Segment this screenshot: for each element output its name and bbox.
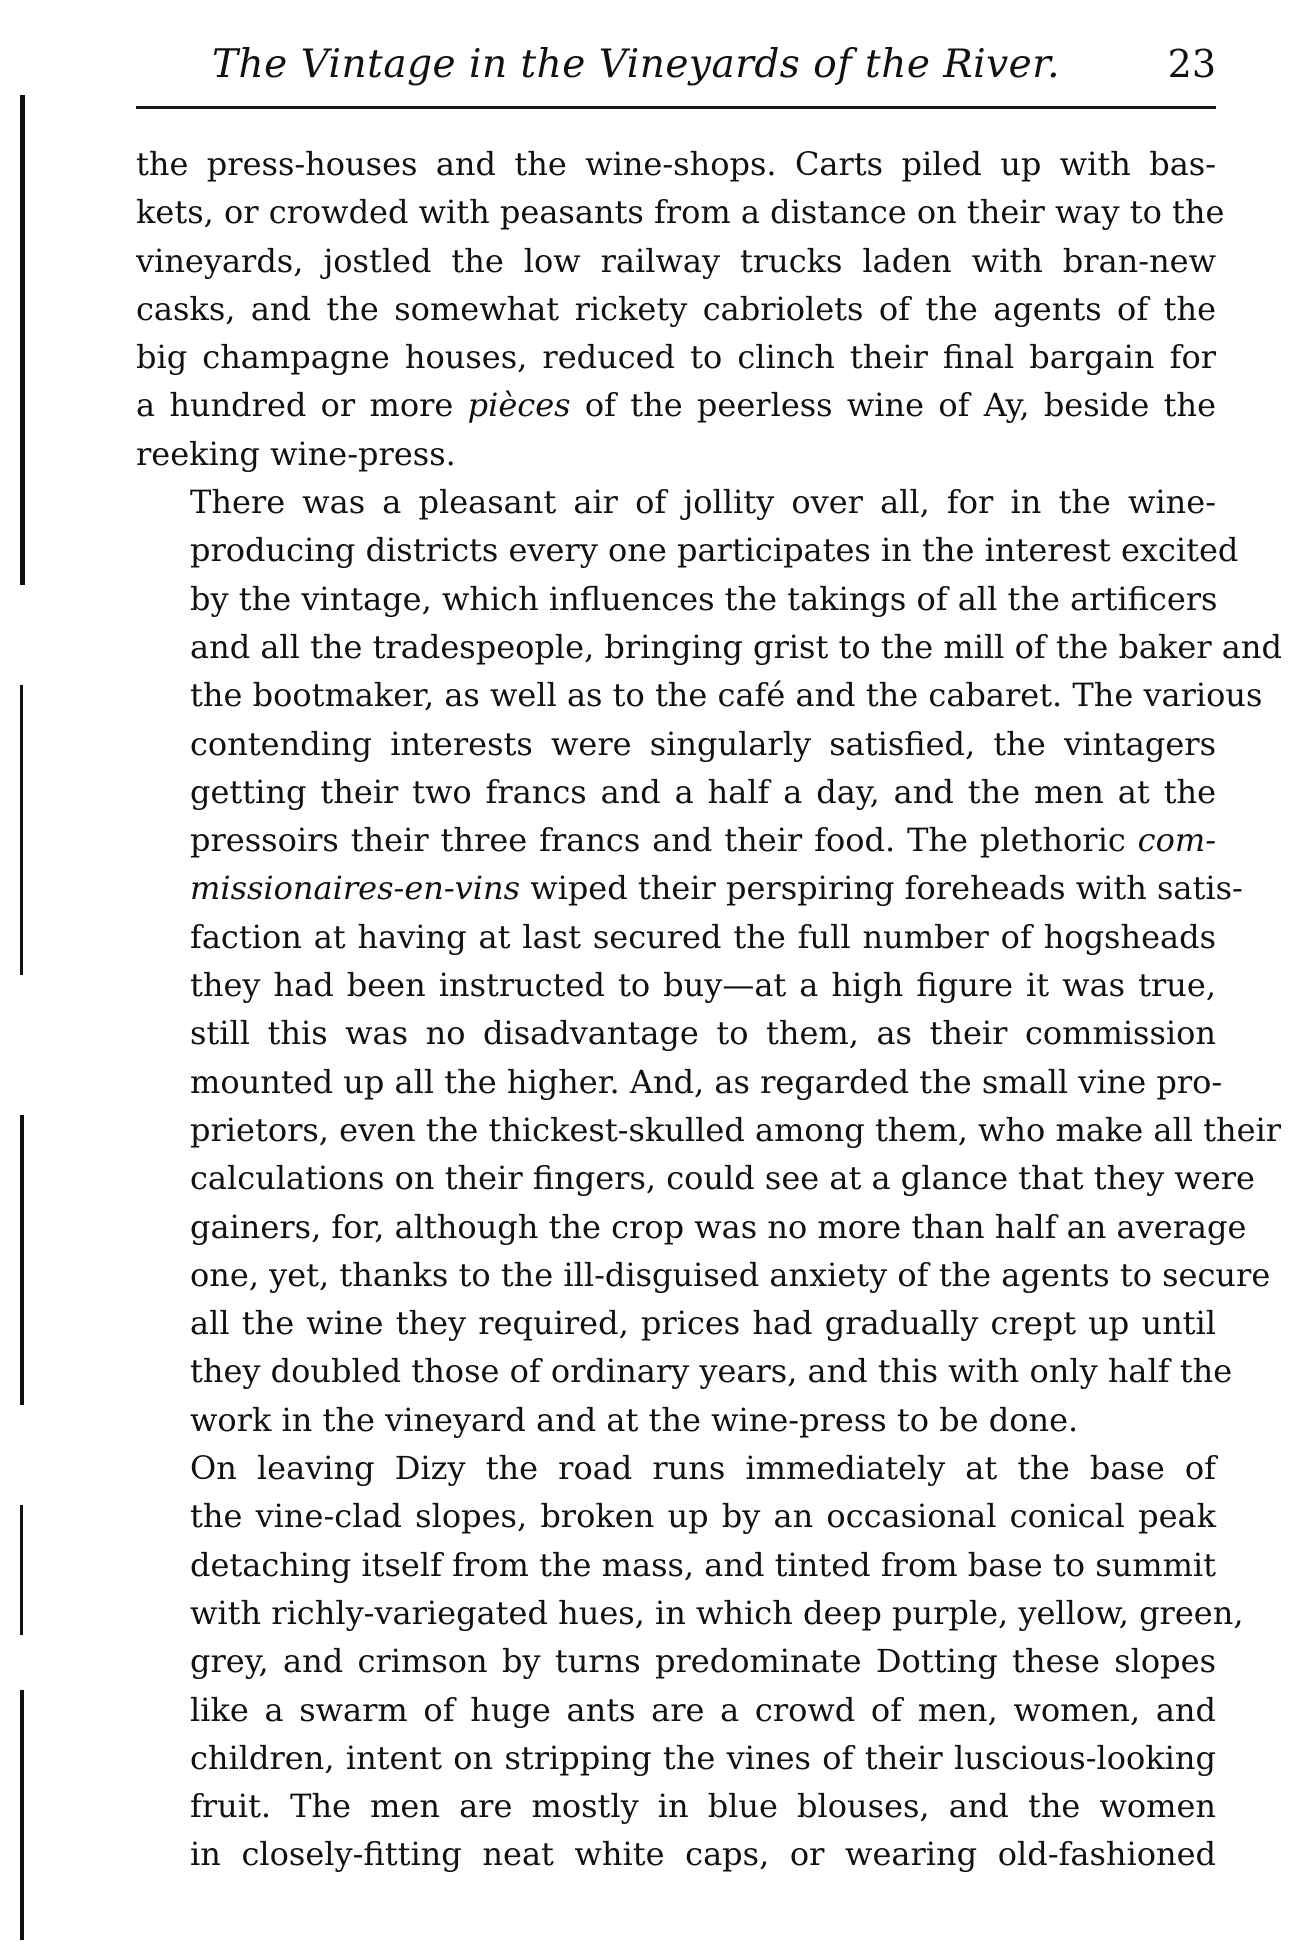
text-line: faction at having at last secured the full number of hogsheads <box>190 917 1216 956</box>
page-header <box>136 38 1216 88</box>
text-line: and all the tradespeople, bringing grist to the mill of the baker and <box>190 627 1282 666</box>
text-line: kets, or crowded with peasants from a distance on their way to the <box>136 193 1225 232</box>
text-line: in closely-fitting neat white caps, or wearing old-fashioned <box>190 1835 1216 1874</box>
text-line: by the vintage, which influences the takings of all the artificers <box>190 579 1218 618</box>
text-line: detaching itself from the mass, and tinted from base to summit <box>190 1545 1216 1584</box>
text-line: the press-houses and the wine-shops. Carts piled up with bas- <box>136 145 1216 183</box>
text-line: one, yet, thanks to the ill-disguised anxiety of the agents to secure <box>190 1255 1271 1294</box>
scan-margin-mark <box>20 95 25 585</box>
text-line: still this was no disadvantage to them, as their commission <box>190 1014 1216 1053</box>
text-line: they doubled those of ordinary years, and this with only half the <box>190 1352 1233 1391</box>
text-line: contending interests were singularly satisfied, the vintagers <box>190 724 1216 763</box>
text-line: getting their two francs and a half a day, and the men at the <box>190 772 1216 811</box>
scan-margin-mark <box>20 1115 24 1405</box>
text-line: producing districts every one participates in the interest excited <box>190 531 1239 570</box>
text-line: There was a pleasant air of jollity over all, for in the wine- <box>190 483 1216 522</box>
text-line: reeking wine-press. <box>136 434 456 473</box>
text-line: like a swarm of huge ants are a crowd of men, women, and <box>190 1690 1216 1729</box>
text-line: a hundred or more pièces of the peerless wine of Ay, beside the <box>136 386 1217 425</box>
text-line: they had been instructed to buy—at a high figure it was true, <box>190 966 1216 1005</box>
paragraph <box>136 1444 1244 1879</box>
italic-term: com- <box>1137 821 1216 860</box>
running-title: The Vintage in the Vineyards of the River. <box>211 42 1061 87</box>
text-line: work in the vineyard and at the wine-press to be done. <box>190 1400 1079 1439</box>
text-line: On leaving Dizy the road runs immediately at the base of <box>190 1449 1216 1488</box>
text-line: all the wine they required, prices had gradually crept up until <box>190 1304 1216 1343</box>
text-line: prietors, even the thickest-skulled among them, who make all their <box>190 1110 1282 1149</box>
paragraph <box>136 478 1282 1444</box>
page-number: 23 <box>1167 42 1216 86</box>
header-rule <box>136 106 1216 109</box>
text-line: the vine-clad slopes, broken up by an occasional conical peak <box>190 1497 1216 1536</box>
italic-term: pièces <box>467 386 571 425</box>
text-line: children, intent on stripping the vines of their luscious-looking <box>190 1738 1216 1777</box>
italic-term: missionaires-en-vins <box>190 869 521 908</box>
text-line: fruit. The men are mostly in blue blouses, and the women <box>190 1787 1216 1826</box>
paragraph <box>136 140 1225 478</box>
text-line: with richly-variegated hues, in which deep purple, yellow, green, <box>190 1593 1244 1632</box>
scan-margin-mark <box>20 685 23 975</box>
text-line: calculations on their fingers, could see at a glance that they were <box>190 1159 1255 1198</box>
scan-margin-mark <box>20 1505 23 1635</box>
text-line: grey, and crimson by turns predominate Dotting these slopes <box>190 1642 1216 1681</box>
text-line: vineyards, jostled the low railway trucks laden with bran-new <box>136 241 1216 280</box>
text-line: casks, and the somewhat rickety cabriolets of the agents of the <box>136 289 1216 328</box>
text-line: big champagne houses, reduced to clinch their final bargain for <box>136 338 1216 377</box>
text-line: pressoirs their three francs and their food. The plethoric com- <box>190 821 1216 860</box>
text-line: gainers, for, although the crop was no more than half an average <box>190 1207 1247 1246</box>
text-line: the bootmaker, as well as to the café and the cabaret. The various <box>190 676 1263 715</box>
text-line: missionaires-en-vins wiped their perspiring foreheads with satis- <box>190 869 1243 908</box>
body-text <box>136 140 1282 1879</box>
scan-margin-mark <box>20 1690 24 1940</box>
text-line: mounted up all the higher. And, as regarded the small vine pro- <box>190 1062 1223 1101</box>
